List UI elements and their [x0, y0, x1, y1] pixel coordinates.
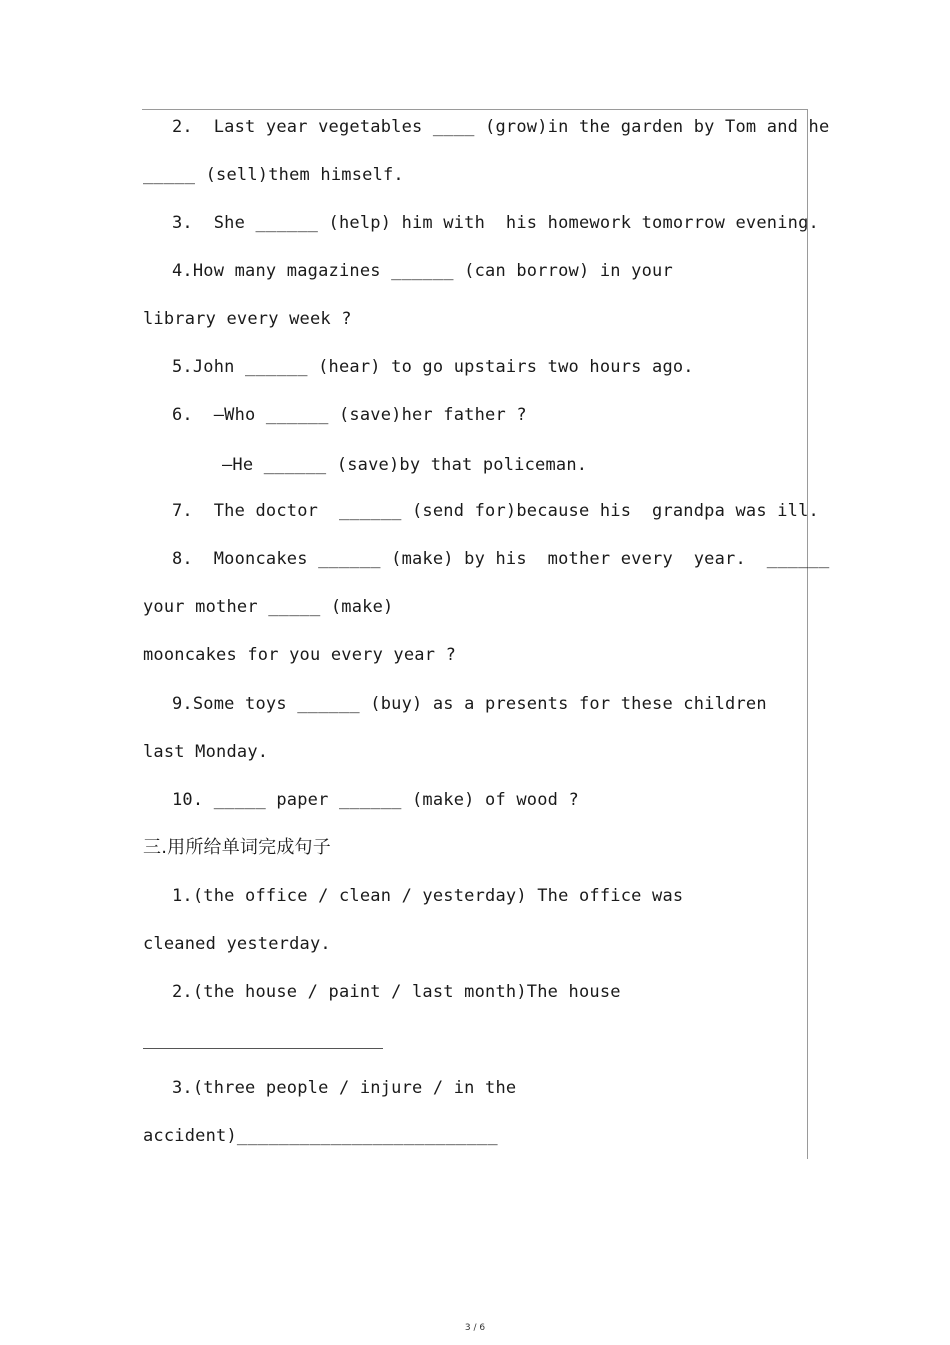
- exercise-line: your mother _____ (make): [143, 597, 394, 617]
- exercise-line: 1.(the office / clean / yesterday) The office was: [172, 886, 684, 906]
- exercise-line: 5.John ______ (hear) to go upstairs two hours ago.: [172, 357, 694, 377]
- page-number: 3 / 6: [464, 1323, 486, 1333]
- frame-top-border: [142, 109, 808, 110]
- exercise-line: 2. Last year vegetables ____ (grow)in the garden by Tom and he: [172, 117, 830, 137]
- exercise-line: library every week ?: [143, 309, 352, 329]
- exercise-line: 8. Mooncakes ______ (make) by his mother every year. ______: [172, 549, 830, 569]
- exercise-line: accident)_________________________: [143, 1126, 498, 1146]
- exercise-line: 4.How many magazines ______ (can borrow) in your: [172, 261, 673, 281]
- section-heading: 三.用所给单词完成句子: [143, 837, 331, 858]
- exercise-line: mooncakes for you every year ?: [143, 645, 457, 665]
- exercise-line: 7. The doctor ______ (send for)because his grandpa was ill.: [172, 501, 819, 521]
- exercise-line: _____ (sell)them himself.: [143, 165, 404, 185]
- exercise-line: 9.Some toys ______ (buy) as a presents for these children: [172, 694, 767, 714]
- exercise-line: —He ______ (save)by that policeman.: [222, 455, 588, 475]
- exercise-line: 10. _____ paper ______ (make) of wood ?: [172, 790, 579, 810]
- exercise-line: 2.(the house / paint / last month)The house: [172, 982, 621, 1002]
- exercise-line: 3.(three people / injure / in the: [172, 1078, 517, 1098]
- answer-blank-line: [143, 1048, 383, 1049]
- exercise-line: 6. —Who ______ (save)her father ?: [172, 405, 527, 425]
- exercise-line: 3. She ______ (help) him with his homework tomorrow evening.: [172, 213, 819, 233]
- exercise-line: cleaned yesterday.: [143, 934, 331, 954]
- exercise-line: last Monday.: [143, 742, 269, 762]
- frame-right-border: [807, 109, 808, 1159]
